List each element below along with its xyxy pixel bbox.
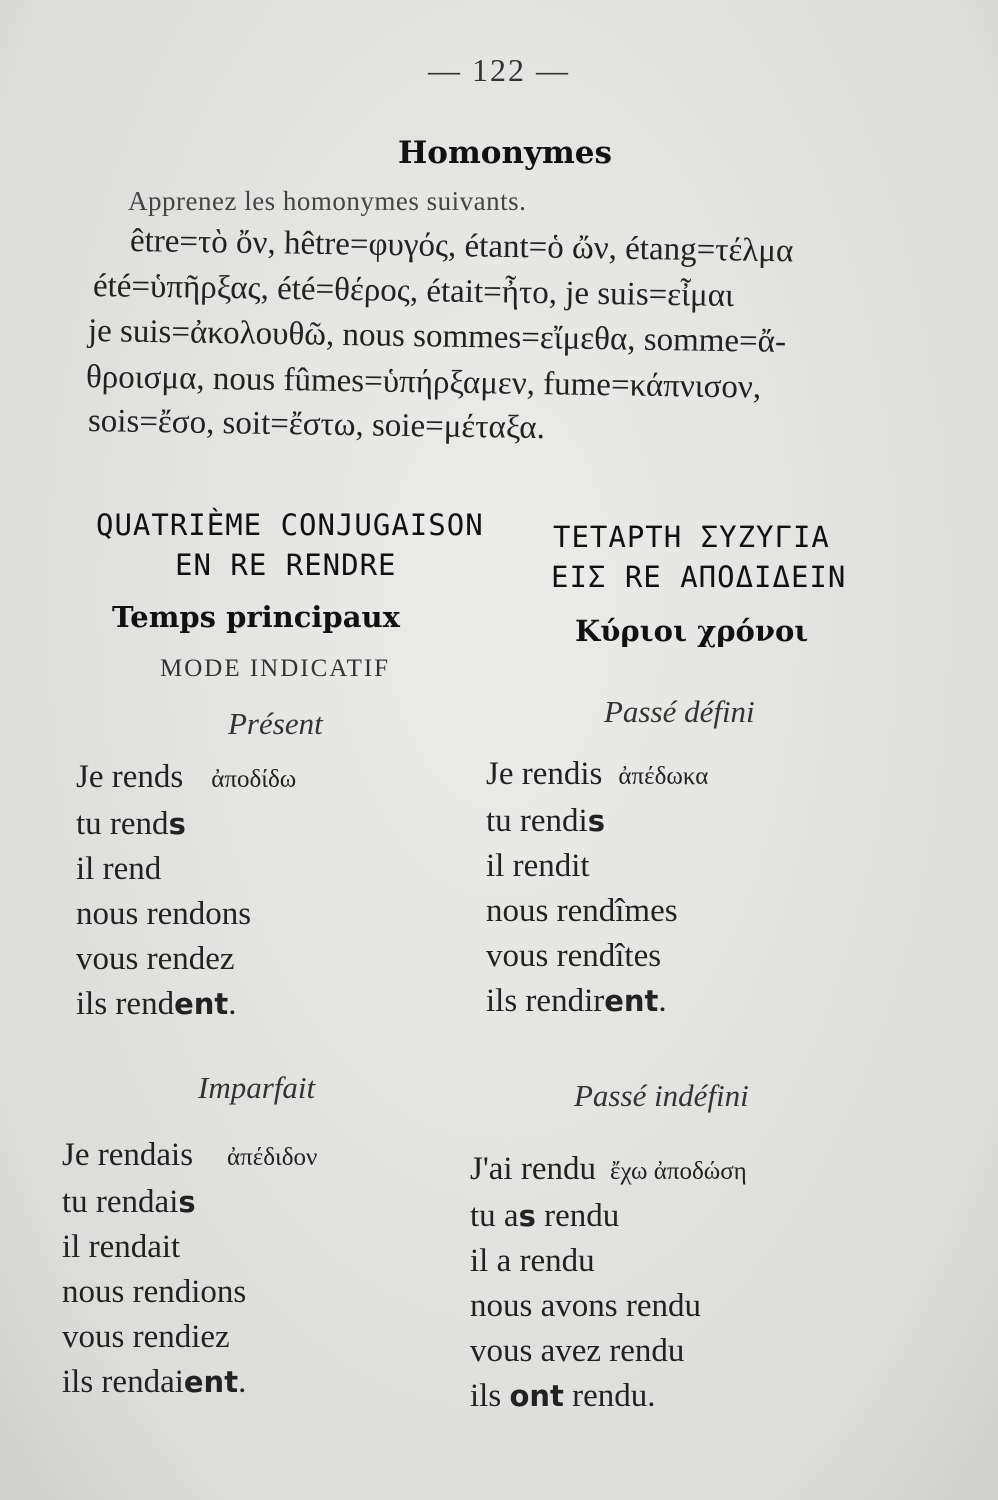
conj-line: vous rendiez <box>62 1319 230 1355</box>
greek-translation: ἀποδίδω <box>211 766 297 793</box>
section-title: Homonymes <box>398 135 612 171</box>
conjugation-passe-indefini <box>470 1147 747 1419</box>
conj-form: rendu. <box>563 1378 656 1414</box>
conj-form: tu a <box>470 1198 519 1234</box>
conj-form: J'ai rendu <box>470 1151 596 1187</box>
conj-ending: s <box>178 1185 196 1219</box>
conj-line <box>62 1360 317 1405</box>
intro-text: Apprenez les homonymes suivants. <box>128 186 527 216</box>
conj-line <box>486 752 708 799</box>
conj-form: tu rend <box>76 806 169 842</box>
right-heading-line2: ΕΙΣ RE ΑΠΟΔΙΔΕΙΝ <box>551 560 847 594</box>
conj-line <box>62 1180 317 1225</box>
conj-line: nous rendîmes <box>486 893 678 929</box>
greek-translation: ἀπέδιδον <box>227 1144 318 1171</box>
conj-line <box>486 979 708 1024</box>
conj-form: ils <box>470 1378 510 1414</box>
mode-label: MODE INDICATIF <box>160 655 391 682</box>
punctuation: . <box>238 1364 247 1400</box>
right-heading-line1: ΤΕΤΑΡΤΗ ΣΥΖΥΓΙΑ <box>553 520 830 554</box>
conj-ending: ent <box>174 987 229 1021</box>
conj-line: il a rendu <box>470 1243 595 1279</box>
conj-line: nous avons rendu <box>470 1288 701 1324</box>
homonym-line: je suis=ἀκολουθῶ, nous sommes=εἴμεθα, somme=ἄ- <box>87 313 787 360</box>
conj-form: Je rendis <box>486 756 603 792</box>
conj-form: Je rendais <box>62 1137 194 1173</box>
conj-form: tu rendai <box>62 1184 179 1220</box>
conj-line <box>470 1147 747 1194</box>
tense-present: Présent <box>228 706 323 741</box>
right-subheading: Κύριοι χρόνοι <box>575 614 809 648</box>
homonym-line: être=τὸ ὄν, hêtre=φυγός, étant=ὁ ὤν, étang=τέλμα <box>129 223 794 270</box>
conj-line <box>76 982 296 1027</box>
conj-ending: s <box>518 1199 536 1233</box>
conj-form: ils rend <box>76 986 175 1022</box>
conj-line <box>470 1194 747 1239</box>
conjugation-imparfait <box>62 1133 317 1405</box>
tense-passe-indefini: Passé indéfini <box>574 1078 749 1113</box>
conj-form: ils rendir <box>486 983 605 1019</box>
conjugation-passe-defini <box>486 752 708 1024</box>
greek-translation: ἀπέδωκα <box>618 763 709 790</box>
tense-imparfait: Imparfait <box>198 1070 316 1105</box>
conj-ending: ont <box>509 1379 564 1413</box>
left-heading-line2: EN RE RENDRE <box>175 548 397 582</box>
conj-line: il rend <box>76 851 162 887</box>
conj-line: vous rendîtes <box>486 938 662 974</box>
tense-passe-defini: Passé défini <box>604 694 755 729</box>
conj-ending: s <box>587 804 605 838</box>
conj-form: tu rendi <box>486 803 588 839</box>
conj-line <box>76 755 296 802</box>
left-heading-line1: QUATRIÈME CONJUGAISON <box>96 508 484 542</box>
conj-line: nous rendons <box>76 896 252 932</box>
conj-line: il rendit <box>486 848 590 884</box>
conj-line <box>76 802 296 847</box>
left-subheading: Temps principaux <box>112 600 400 634</box>
conj-line <box>62 1133 317 1180</box>
conj-form: Je rends <box>76 759 184 795</box>
conjugation-present <box>76 755 296 1027</box>
conj-ending: s <box>168 807 186 841</box>
greek-translation: ἔχω ἀποδώση <box>610 1158 747 1185</box>
conj-form: rendu <box>535 1198 620 1234</box>
conj-line <box>486 799 708 844</box>
homonym-line: θροισμα, nous fûmes=ὑπήρξαμεν, fume=κάπνισον, <box>85 359 762 406</box>
conj-form: ils rendai <box>62 1364 184 1400</box>
conj-ending: ent <box>183 1365 239 1399</box>
conj-line <box>470 1374 747 1419</box>
conj-line: nous rendions <box>62 1274 247 1310</box>
punctuation: . <box>658 983 667 1019</box>
punctuation: . <box>228 986 237 1022</box>
conj-line: il rendait <box>62 1229 181 1265</box>
conj-line: vous avez rendu <box>470 1333 685 1369</box>
page-number: — 122 — <box>428 52 570 88</box>
conj-ending: ent <box>604 984 659 1018</box>
homonym-line: été=ὑπῆρξας, été=θέρος, était=ἦτο, je suis=εἶμαι <box>92 268 735 315</box>
conj-line: vous rendez <box>76 941 235 977</box>
homonym-line: sois=ἔσο, soit=ἔστω, soie=μέταξα. <box>87 403 546 447</box>
